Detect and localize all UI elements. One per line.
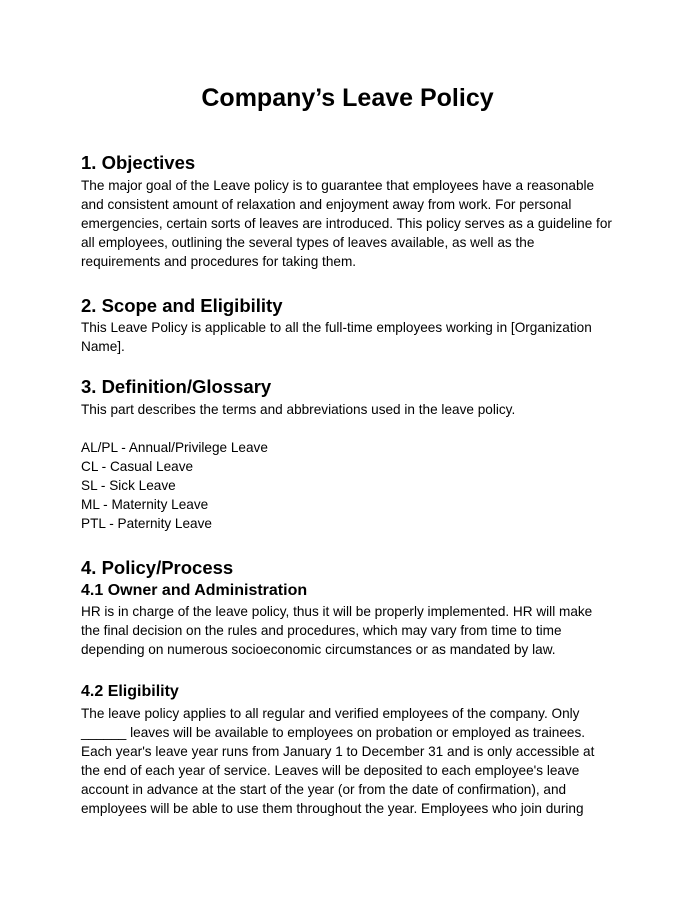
scope-paragraph <box>81 318 621 356</box>
text-line: requirements and procedures for taking them. <box>81 254 357 269</box>
list-item: PTL - Paternity Leave <box>81 516 212 531</box>
text-line: The leave policy applies to all regular and verified employees of the company. Only <box>81 706 580 721</box>
list-item: ML - Maternity Leave <box>81 497 209 512</box>
heading-objectives: 1. Objectives <box>81 152 196 173</box>
text-line: all employees, outlining the several types of leaves available, as well as the <box>81 235 535 250</box>
abbreviation-list <box>81 438 268 533</box>
heading-owner-administration: 4.1 Owner and Administration <box>81 582 308 599</box>
text-line: Name]. <box>81 339 125 354</box>
list-item: SL - Sick Leave <box>81 478 176 493</box>
text-line: The major goal of the Leave policy is to guarantee that employees have a reasonable <box>81 178 595 193</box>
list-item: AL/PL - Annual/Privilege Leave <box>81 440 268 455</box>
document-title: Company’s Leave Policy <box>201 84 494 112</box>
text-line: HR is in charge of the leave policy, thus it will be properly implemented. HR will make <box>81 604 593 619</box>
heading-policy: 4. Policy/Process <box>81 557 234 578</box>
text-line: This Leave Policy is applicable to all the full-time employees working in [Organization <box>81 320 592 335</box>
text-line: This part describes the terms and abbreviations used in the leave policy. <box>81 402 516 417</box>
text-line: account in advance at the start of the year (or from the date of confirmation), and <box>81 782 567 797</box>
text-line: Each year's leave year runs from January 1 to December 31 and is only accessible at <box>81 744 595 759</box>
text-line: employees will be able to use them throughout the year. Employees who join during <box>81 801 584 816</box>
text-line: and consistent amount of relaxation and enjoyment away from work. For personal <box>81 197 572 212</box>
eligibility-paragraph <box>81 704 621 818</box>
text-line: depending on numerous socioeconomic circumstances or as mandated by law. <box>81 642 556 657</box>
heading-definition: 3. Definition/Glossary <box>81 376 272 397</box>
text-line: the final decision on the rules and procedures, which may vary from time to time <box>81 623 562 638</box>
text-line: emergencies, certain sorts of leaves are introduced. This policy serves as a guideline for <box>81 216 612 231</box>
heading-eligibility: 4.2 Eligibility <box>81 683 179 700</box>
heading-scope: 2. Scope and Eligibility <box>81 295 283 316</box>
definition-paragraph <box>81 400 621 419</box>
list-item: CL - Casual Leave <box>81 459 194 474</box>
objectives-paragraph <box>81 176 621 271</box>
text-line: ______ leaves will be available to employees on probation or employed as trainees. <box>81 725 586 740</box>
owner-paragraph <box>81 602 621 659</box>
text-line: the end of each year of service. Leaves will be deposited to each employee's leave <box>81 763 580 778</box>
